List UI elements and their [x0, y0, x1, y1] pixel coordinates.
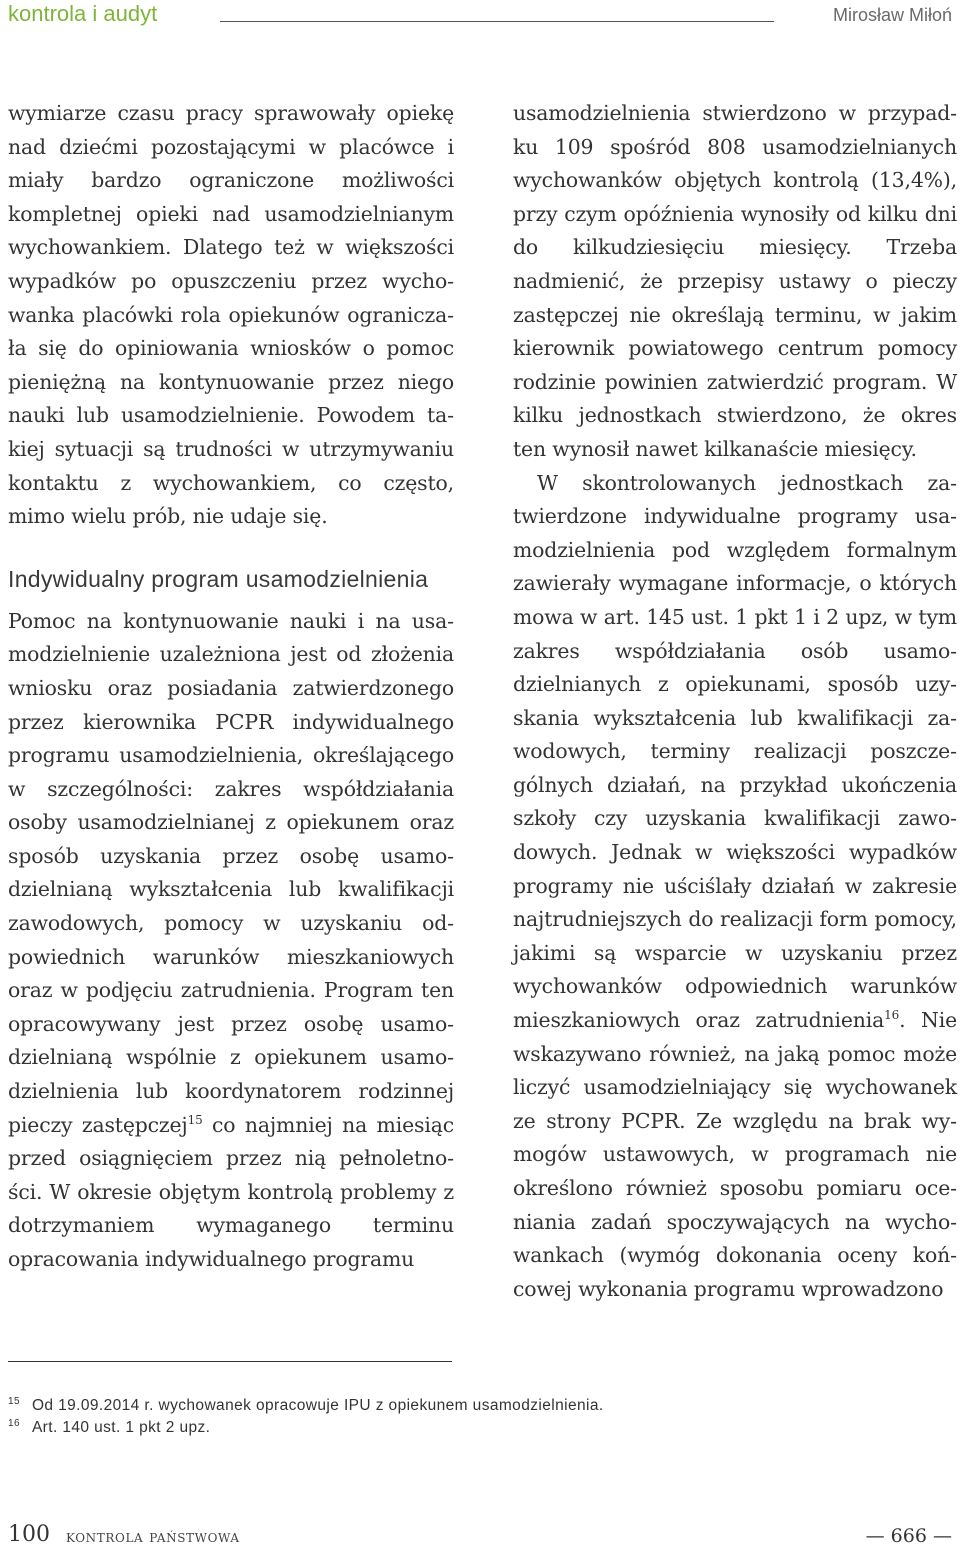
footnote	[8, 1395, 908, 1417]
footnote-ref-16[interactable]: 16	[884, 1008, 900, 1023]
left-column	[8, 97, 454, 1277]
author-name: Mirosław Miłoń	[832, 5, 952, 25]
paragraph	[8, 605, 454, 1277]
paragraph	[513, 467, 957, 1307]
footnote-divider	[8, 1361, 452, 1362]
subheading: Indywidualny program usamodzielnienia	[8, 565, 429, 592]
footnote-number: 15	[8, 1395, 20, 1407]
paragraph-text: . Nie wskazywano również, na jaką pomoc może liczyć usamodzielniający się wychowanek ze strony PCPR. Ze względu na brak wymogów ustawowych, w programach nie określono również sposobu pomiaru oceniania zadań spoczywających na wychowankach (wymóg dokonania oceny końcowej wykonania programu wprowadzono	[513, 1008, 957, 1301]
paragraph: usamodzielnienia stwierdzono w przypadku 109 spośród 808 usamodzielnianych wychowanków objętych kontrolą (13,4%), przy czym opóźnienia wynosiły od kilku dni do kilkudziesięciu miesięcy. Trzeba nadmienić, że przepisy ustawy o pieczy zastępczej nie określają terminu, w jakim kierownik powiatowego centrum pomocy rodzinie powinien zatwierdzić program. W kilku jednostkach stwierdzono, że okres ten wynosił nawet kilkanaście miesięcy.	[513, 101, 957, 461]
page-header	[8, 0, 952, 32]
header-divider	[220, 21, 774, 22]
page-number: 100	[8, 1522, 50, 1547]
footnote-text: Od 19.09.2014 r. wychowanek opracowuje IPU z opiekunem usamodzielnienia.	[31, 1397, 604, 1414]
paragraph-text: W skontrolowanych jednostkach zatwierdzone indywidualne programy usamodzielnienia pod względem formalnym zawierały wymagane informacje, o których mowa w art. 145 ust. 1 pkt 1 i 2 upz, w tym zakres współdziałania osób usamodzielnianych z opiekunami, sposób uzyskania wykształcenia lub kwalifikacji zawodowych, terminy realizacji poszczególnych działań, na przykład ukończenia szkoły czy uzyskania kwalifikacji zawodowych. Jednak w większości wypadków programy nie uściślały działań w zakresie najtrudniejszych do realizacji form pomocy, jakimi są wsparcie w uzyskaniu przez wychowanków odpowiednich warunków mieszkaniowych oraz zatrudnienia	[513, 470, 957, 1033]
paragraph-text: Pomoc na kontynuowanie nauki i na usamodzielnienie uzależniona jest od złożenia wniosku oraz posiadania zatwierdzonego przez kierownika PCPR indywidualnego programu usamodzielnienia, określającego w szczególności: zakres współdziałania osoby usamodzielnianej z opiekunem oraz sposób uzyskania przez osobę usamodzielnianą wykształcenia lub kwalifikacji zawodowych, pomocy w uzyskaniu odpowiednich warunków mieszkaniowych oraz w podjęciu zatrudnienia. Program ten opracowywany jest przez osobę usamodzielnianą wspólnie z opiekunem usamodzielnienia lub koordynatorem rodzinnej pieczy zastępczej	[8, 608, 454, 1137]
section-title: kontrola i audyt	[8, 1, 158, 26]
paragraph-text: co najmniej na miesiąc przed osiągnięciem przez nią pełnoletności. W okresie objętym kontrolą problemy z dotrzymaniem wymaganego terminu opracowania indywidualnego programu	[8, 1112, 454, 1271]
issue-number: — 666 —	[865, 1525, 952, 1547]
footnote-ref-15[interactable]: 15	[187, 1112, 203, 1127]
footnotes	[8, 1395, 908, 1439]
footnote-number: 16	[8, 1417, 20, 1429]
paragraph: wymiarze czasu pracy sprawowały opiekę nad dziećmi pozostającymi w placówce i miały bardzo ograniczone możliwości kompletnej opieki nad usamodzielnianym wychowankiem. Dlatego też w większości wypadków po opuszczeniu przez wychowanka placówki rola opiekunów ograniczała się do opiniowania wniosków o pomoc pieniężną na kontynuowanie przez niego nauki lub usamodzielnienie. Powodem takiej sytuacji są trudności w utrzymywaniu kontaktu z wychowankiem, co często, mimo wielu prób, nie udaje się.	[8, 101, 454, 529]
footnote-text: Art. 140 ust. 1 pkt 2 upz.	[31, 1419, 211, 1436]
right-column	[513, 97, 957, 1306]
journal-name: kontrola państwowa	[66, 1527, 240, 1547]
footnote	[8, 1417, 908, 1439]
